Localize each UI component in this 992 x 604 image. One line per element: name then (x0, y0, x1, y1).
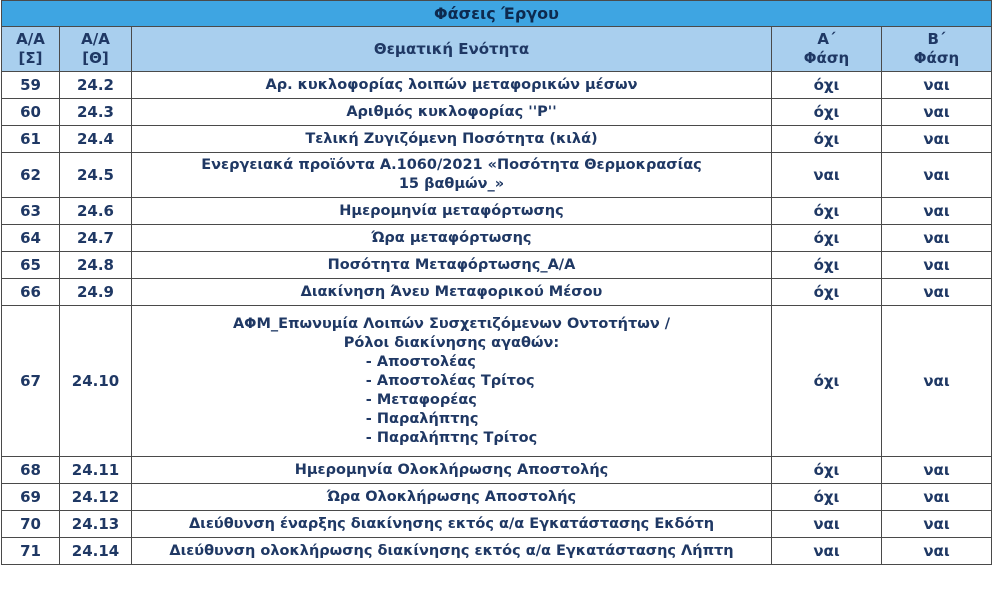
cell-phase-a: όχι (772, 126, 882, 153)
header-aa-th: Α/Α [Θ] (60, 27, 132, 72)
cell-topic: Διακίνηση Άνευ Μεταφορικού Μέσου (132, 279, 772, 306)
cell-s: 66 (2, 279, 60, 306)
cell-phase-b: ναι (882, 511, 992, 538)
table-row (2, 538, 992, 565)
table-row (2, 126, 992, 153)
table-row (2, 225, 992, 252)
cell-phase-b: ναι (882, 198, 992, 225)
cell-topic: Αρ. κυκλοφορίας λοιπών μεταφορικών μέσων (132, 72, 772, 99)
cell-phase-b: ναι (882, 306, 992, 457)
cell-topic: Αριθμός κυκλοφορίας ''Ρ'' (132, 99, 772, 126)
table-row (2, 279, 992, 306)
roles-list (366, 353, 537, 448)
cell-t: 24.6 (60, 198, 132, 225)
cell-phase-a: όχι (772, 225, 882, 252)
header-topic: Θεματική Ενότητα (132, 27, 772, 72)
list-item: - Αποστολέας Τρίτος (365, 372, 535, 389)
cell-phase-a: ναι (772, 538, 882, 565)
cell-topic: Ποσότητα Μεταφόρτωσης_Α/Α (132, 252, 772, 279)
table-row (2, 511, 992, 538)
cell-phase-b: ναι (882, 153, 992, 198)
cell-s: 62 (2, 153, 60, 198)
cell-phase-b: ναι (882, 484, 992, 511)
cell-phase-b: ναι (882, 99, 992, 126)
cell-topic (132, 306, 772, 457)
cell-s: 69 (2, 484, 60, 511)
table-row (2, 99, 992, 126)
list-item: - Παραλήπτης (365, 410, 479, 427)
header-phase-a: Α΄ Φάση (772, 27, 882, 72)
cell-topic: Τελική Ζυγιζόμενη Ποσότητα (κιλά) (132, 126, 772, 153)
cell-t: 24.10 (60, 306, 132, 457)
phases-table (1, 0, 992, 565)
table-row (2, 457, 992, 484)
cell-s: 71 (2, 538, 60, 565)
cell-t: 24.2 (60, 72, 132, 99)
cell-phase-a: ναι (772, 511, 882, 538)
cell-phase-a: όχι (772, 252, 882, 279)
cell-phase-b: ναι (882, 252, 992, 279)
cell-topic: Διεύθυνση έναρξης διακίνησης εκτός α/α Εγκατάστασης Εκδότη (132, 511, 772, 538)
table-row (2, 72, 992, 99)
cell-phase-a: όχι (772, 457, 882, 484)
cell-phase-a: όχι (772, 99, 882, 126)
cell-topic: Ημερομηνία μεταφόρτωσης (132, 198, 772, 225)
cell-phase-b: ναι (882, 457, 992, 484)
table-row (2, 153, 992, 198)
list-item: - Παραλήπτης Τρίτος (365, 429, 538, 446)
cell-t: 24.12 (60, 484, 132, 511)
cell-s: 63 (2, 198, 60, 225)
cell-topic: Ώρα μεταφόρτωσης (132, 225, 772, 252)
topic-line-2: Ρόλοι διακίνησης αγαθών: (343, 334, 560, 351)
cell-phase-b: ναι (882, 538, 992, 565)
cell-t: 24.14 (60, 538, 132, 565)
table-row (2, 484, 992, 511)
table-row (2, 252, 992, 279)
cell-phase-b: ναι (882, 225, 992, 252)
cell-phase-a: όχι (772, 306, 882, 457)
cell-topic: Ενεργειακά προϊόντα Α.1060/2021 «Ποσότητα Θερμοκρασίας 15 βαθμών_» (132, 153, 772, 198)
header-phase-b: Β΄ Φάση (882, 27, 992, 72)
cell-t: 24.11 (60, 457, 132, 484)
cell-s: 61 (2, 126, 60, 153)
table-row (2, 306, 992, 457)
cell-t: 24.4 (60, 126, 132, 153)
table-row (2, 198, 992, 225)
cell-t: 24.8 (60, 252, 132, 279)
cell-t: 24.7 (60, 225, 132, 252)
cell-phase-a: ναι (772, 153, 882, 198)
list-item: - Αποστολέας (365, 353, 476, 370)
cell-phase-a: όχι (772, 484, 882, 511)
cell-t: 24.5 (60, 153, 132, 198)
cell-s: 65 (2, 252, 60, 279)
cell-topic: Ώρα Ολοκλήρωσης Αποστολής (132, 484, 772, 511)
cell-t: 24.3 (60, 99, 132, 126)
cell-t: 24.13 (60, 511, 132, 538)
cell-phase-a: όχι (772, 279, 882, 306)
cell-s: 64 (2, 225, 60, 252)
cell-s: 59 (2, 72, 60, 99)
cell-phase-a: όχι (772, 198, 882, 225)
cell-s: 68 (2, 457, 60, 484)
cell-phase-a: όχι (772, 72, 882, 99)
header-aa-s: Α/Α [Σ] (2, 27, 60, 72)
cell-s: 60 (2, 99, 60, 126)
list-item: - Μεταφορέας (365, 391, 477, 408)
cell-topic: Διεύθυνση ολοκλήρωσης διακίνησης εκτός α/α Εγκατάστασης Λήπτη (132, 538, 772, 565)
cell-phase-b: ναι (882, 126, 992, 153)
cell-phase-b: ναι (882, 279, 992, 306)
table-title: Φάσεις Έργου (2, 1, 992, 27)
cell-topic: Ημερομηνία Ολοκλήρωσης Αποστολής (132, 457, 772, 484)
cell-t: 24.9 (60, 279, 132, 306)
cell-s: 70 (2, 511, 60, 538)
cell-phase-b: ναι (882, 72, 992, 99)
topic-line-1: ΑΦΜ_Επωνυμία Λοιπών Συσχετιζόμενων Οντοτήτων / (232, 315, 671, 332)
cell-s: 67 (2, 306, 60, 457)
